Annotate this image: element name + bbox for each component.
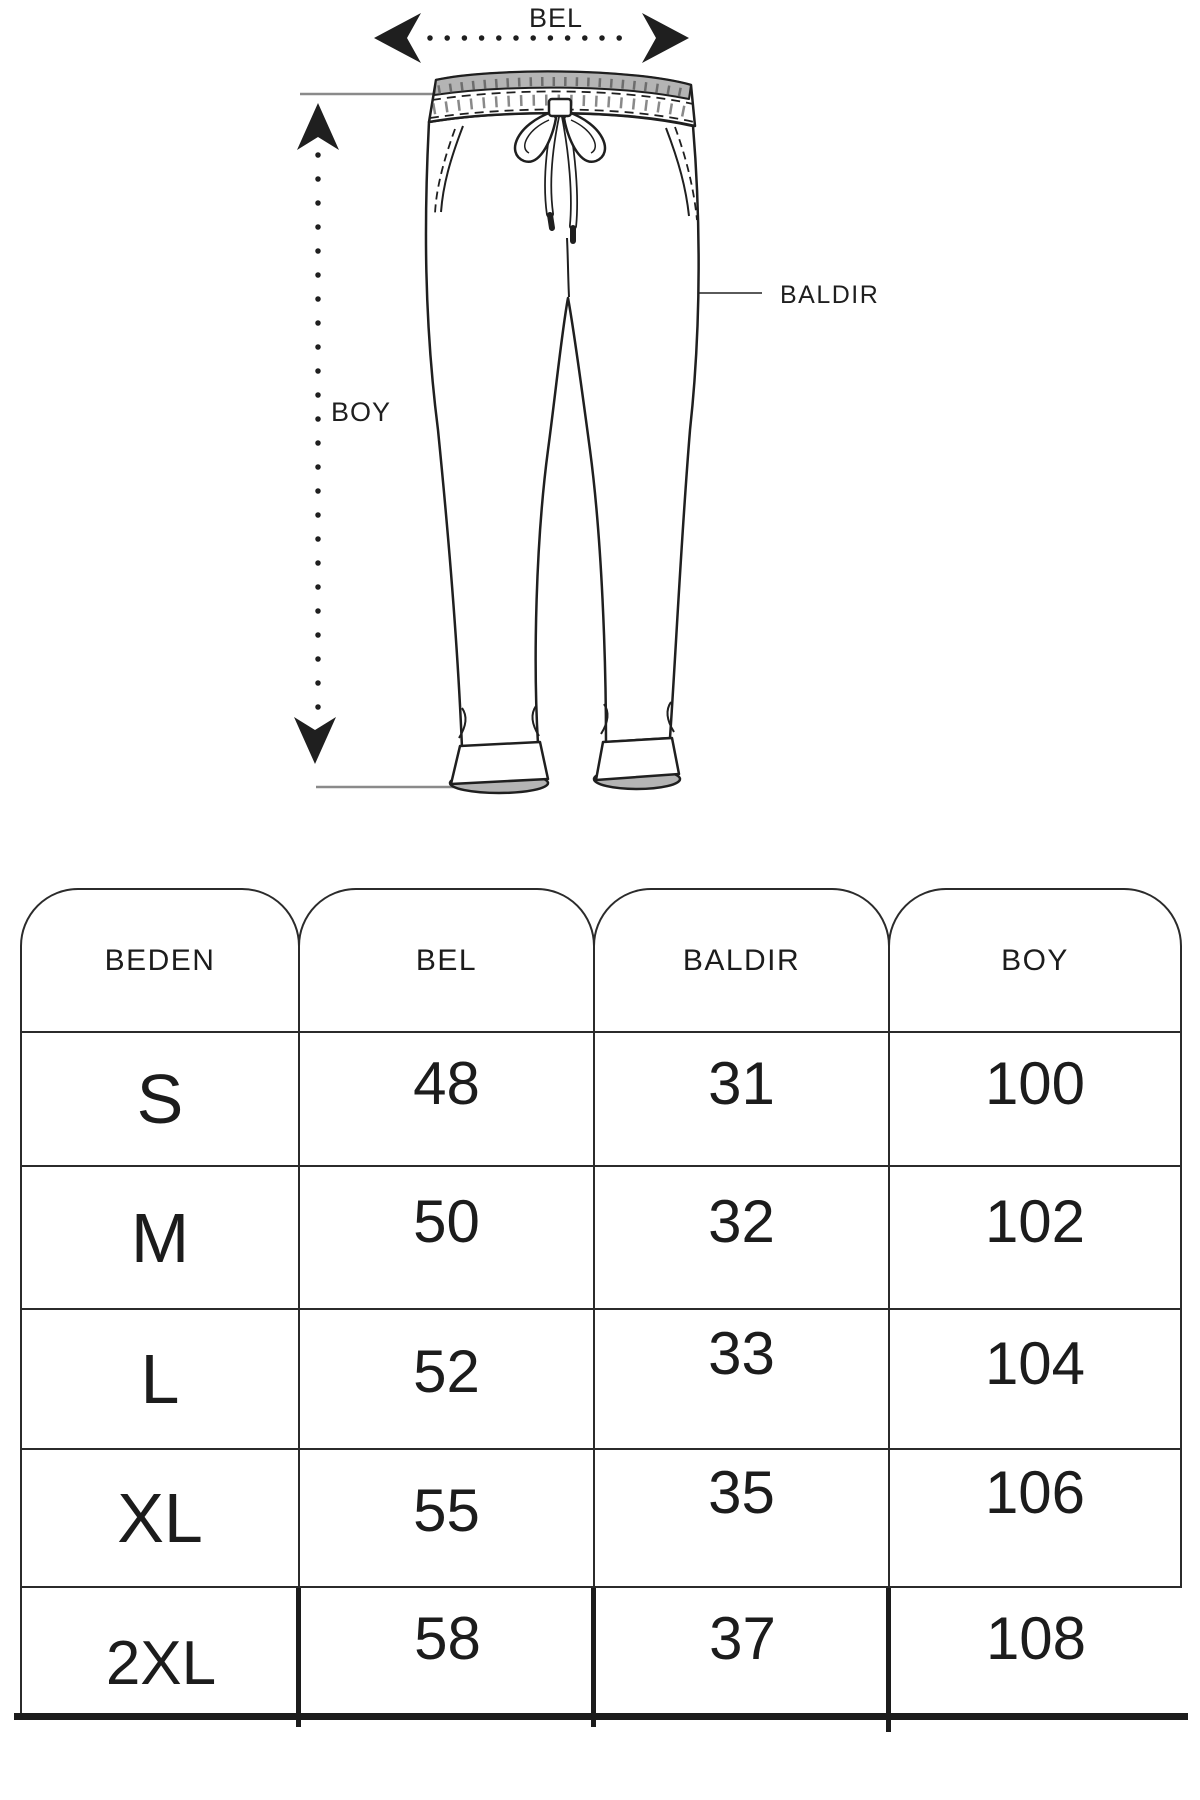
bel-value-cell: 50 [300,1167,595,1310]
baldir-value-cell: 33 [595,1310,890,1450]
size-cell: M [20,1167,300,1310]
boy-value-cell: 100 [890,1033,1182,1167]
right-cuff [594,738,680,789]
boy-value-cell: 102 [890,1167,1182,1310]
boy-dimension-arrow [294,103,391,764]
table-row [20,1450,1182,1588]
bow-knot [549,99,571,116]
baldir-value-cell: 32 [595,1167,890,1310]
bel-value-cell: 52 [300,1310,595,1450]
pants-legs [426,113,699,748]
bel-dimension-arrow [374,3,689,63]
size-cell: 2XL [20,1588,300,1720]
baldir-callout-label: BALDIR [780,281,880,309]
drawstring-aglet-left [550,215,552,228]
thick-column-divider [296,1588,301,1727]
left-cuff [450,742,548,793]
column-header-beden: BEDEN [20,888,300,1033]
table-row [20,1310,1182,1450]
column-header-bel: BEL [298,888,595,1033]
pants-outline [426,72,699,793]
size-cell: XL [20,1450,300,1588]
baldir-value-cell: 37 [709,1604,776,1672]
bel-value-cell: 48 [300,1033,595,1167]
baldir-value-cell: 31 [595,1033,890,1167]
table-row [20,1033,1182,1167]
boy-value-cell: 106 [890,1450,1182,1588]
size-table [20,888,1182,1720]
boy-dimension-label: BOY [331,397,392,427]
boy-value-cell: 108 [985,1604,1087,1672]
size-cell: S [20,1033,300,1167]
thick-column-divider [591,1588,596,1727]
table-row [20,1588,1182,1720]
table-bottom-border [14,1713,1188,1720]
bel-value-cell: 58 [414,1604,481,1672]
boy-value-cell: 104 [890,1310,1182,1450]
left-cuff-rib [451,742,548,784]
thick-column-divider [886,1588,891,1732]
bel-dimension-label: BEL [528,3,584,33]
column-header-baldir: BALDIR [593,888,890,1033]
arrow-right-icon [642,13,689,63]
arrow-up-icon [297,103,339,150]
size-cell: L [20,1310,300,1450]
bel-value-cell: 55 [300,1450,595,1588]
table-row [20,1167,1182,1310]
table-header-row [20,888,1182,1033]
right-cuff-rib [596,738,679,780]
column-header-boy: BOY [888,888,1182,1033]
arrow-left-icon [374,13,421,63]
baldir-value-cell: 35 [595,1450,890,1588]
pants-technical-drawing [0,0,1200,845]
arrow-down-icon [294,717,336,764]
